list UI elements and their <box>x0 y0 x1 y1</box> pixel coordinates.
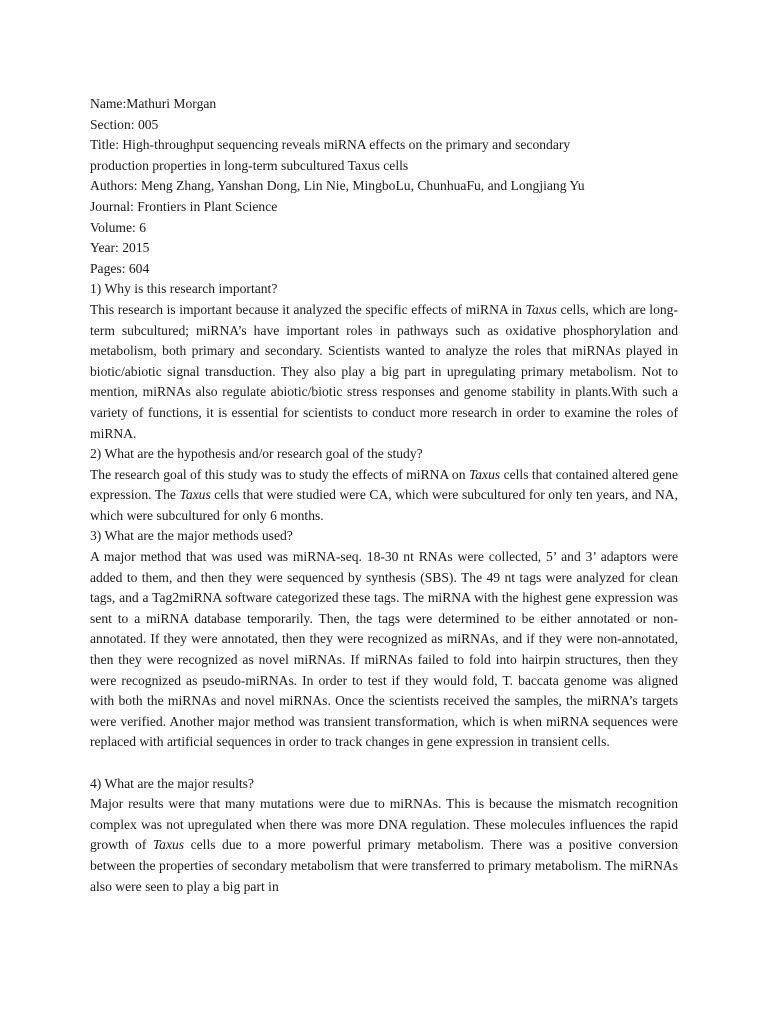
page-count: Pages: 604 <box>90 260 150 276</box>
student-name: Name:Mathuri Morgan <box>90 96 217 111</box>
journal-volume: Volume: 6 <box>90 219 147 235</box>
journal-name: Journal: Frontiers in Plant Science <box>90 198 278 214</box>
question-3-answer: A major method that was used was miRNA-seq. 18-30 nt RNAs were collected, 5’ and 3’ adaptors were added to them, and then they were sequenced by synthesis (SBS). The 49 nt tags were analyzed for clean tags, and a Tag2miRNA software categorized these tags. The miRNA with the highest gene expression was sent to a miRNA database temporarily. Then, the tags were determined to be either annotated or non-annotated. If they were annotated, then they were recognized as miRNAs, and if they were non-annotated, then they were recognized as novel miRNAs. If miRNAs failed to fold into hairpin structures, then they were recognized as pseudo-miRNAs. In order to test if they would fold, T. baccata genome was aligned with both the miRNAs and novel miRNAs. Once the scientists received the samples, the miRNA’s targets were verified. Another major method was transient transformation, which is when miRNA sequences were replaced with artificial sequences in order to track changes in gene expression in transient cells. <box>90 549 678 750</box>
question-1-heading: 1) Why is this research important? <box>90 281 278 297</box>
q4-text-start: Major results were that many mutations were due to miRNAs. This is because the mismatch recognition complex was not upregulated when there was more DNA regulation. These molecules influences the rapid growth of <box>90 796 678 853</box>
question-4-answer <box>90 794 678 897</box>
question-4-heading: 4) What are the major results? <box>90 775 254 791</box>
q2-taxus-italic-1: Taxus <box>468 466 501 482</box>
q1-text-start: This research is important because it analyzed the specific effects of miRNA in <box>90 301 526 317</box>
paper-authors: Authors: Meng Zhang, Yanshan Dong, Lin Nie, MingboLu, ChunhuaFu, and Longjiang Yu <box>90 178 585 194</box>
question-2-answer <box>90 465 678 527</box>
question-3-heading: 3) What are the major methods used? <box>90 528 293 544</box>
publication-year: Year: 2015 <box>90 240 150 256</box>
q2-text-mid: cells that contained altered gene expression. The <box>90 466 678 503</box>
paper-title-line2: production properties in long-term subcultured Taxus cells <box>90 157 409 173</box>
paper-title-line1: Title: High-throughput sequencing reveals miRNA effects on the primary and secondary <box>90 137 571 153</box>
q1-text-end: cells, which are long-term subcultured; miRNA’s have important roles in pathways such as oxidative phosphorylation and metabolism, both primary and secondary. Scientists wanted to analyze the roles that miRNAs played in biotic/abiotic signal transduction. They also play a big part in upregulating primary metabolism. Not to mention, miRNAs also regulate abiotic/biotic stress responses and genome stability in plants.With such a variety of functions, it is essential for scientists to conduct more research in order to examine the roles of miRNA. <box>90 301 678 441</box>
question-2-heading: 2) What are the hypothesis and/or research goal of the study? <box>90 446 423 462</box>
q4-taxus-italic: Taxus <box>152 837 185 853</box>
q1-taxus-italic: Taxus <box>525 301 557 317</box>
q2-taxus-italic-2: Taxus <box>179 487 211 503</box>
q4-text-end: cells due to a more powerful primary metabolism. There was a positive conversion between the properties of secondary metabolism that were transferred to primary metabolism. The miRNAs also were seen to play a big part in <box>90 837 679 894</box>
blank-line <box>90 753 678 774</box>
document-page <box>90 94 678 897</box>
q2-text-start: The research goal of this study was to study the effects of miRNA on <box>90 466 469 482</box>
q2-text-end: cells that were studied were CA, which were subcultured for only ten years, and NA, which were subcultured for only 6 months. <box>90 487 678 523</box>
question-1-answer <box>90 300 678 444</box>
section-number: Section: 005 <box>90 116 159 132</box>
